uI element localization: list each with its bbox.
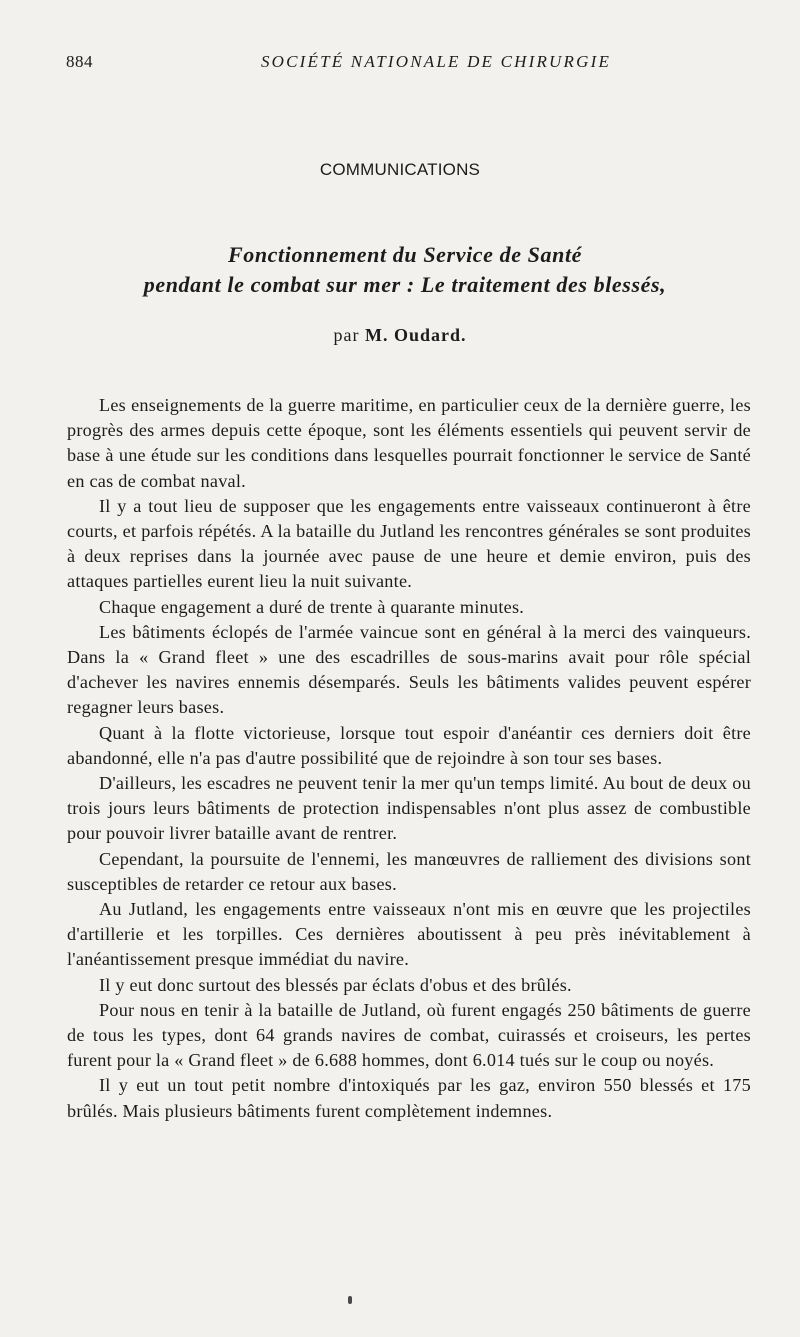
paragraph-7: Cependant, la poursuite de l'ennemi, les manœuvres de ralliement des divisions sont susceptibles de retarder ce retour aux bases. [67, 848, 751, 894]
paragraph-6: D'ailleurs, les escadres ne peuvent tenir la mer qu'un temps limité. Au bout de deux ou trois jours leurs bâtiments de protection indispensables n'ont plus assez de combustible pour pouvoir livrer bataille avant de rentrer. [67, 773, 751, 844]
page-number: 884 [66, 52, 93, 71]
paragraph-8: Au Jutland, les engagements entre vaisseaux n'ont mis en œuvre que les projectiles d'artillerie et les torpilles. Ces dernières aboutissent à peu près inévitablement à l'anéantissement presque immédiat du navire. [67, 899, 751, 970]
byline [0, 325, 800, 346]
ink-speck [348, 1296, 352, 1304]
article-title-line-2: pendant le combat sur mer : Le traitement des blessés, [143, 272, 667, 297]
paragraph-2: Il y a tout lieu de supposer que les engagements entre vaisseaux continueront à être courts, et parfois répétés. A la bataille du Jutland les rencontres générales se sont produites à deux reprises dans la journée avec pause de une heure et demie environ, puis des attaques partielles eurent lieu la nuit suivante. [67, 495, 751, 592]
article-body [67, 393, 751, 1124]
paragraph-10: Pour nous en tenir à la bataille de Jutland, où furent engagés 250 bâtiments de guerre de tous les types, dont 64 grands navires de combat, cuirassés et croiseurs, les pertes furent pour la « Grand fleet » de 6.688 hommes, dont 6.014 tués sur le coup ou noyés. [67, 999, 751, 1071]
paragraph-3: Chaque engagement a duré de trente à quarante minutes. [99, 596, 525, 617]
author-name: M. Oudard. [364, 325, 467, 345]
paragraph-4: Les bâtiments éclopés de l'armée vaincue sont en général à la merci des vainqueurs. Dans la « Grand fleet » une des escadrilles de sous-marins avait pour rôle spécial d'achever les navires ennemis désemparés. Seuls les bâtiments valides peuvent espérer regagner leurs bases. [67, 621, 751, 718]
article-title-line-1: Fonctionnement du Service de Santé [227, 242, 583, 267]
section-title: COMMUNICATIONS [319, 160, 481, 179]
paragraph-11: Il y eut un tout petit nombre d'intoxiqués par les gaz, environ 550 blessés et 175 brûlés. Mais plusieurs bâtiments furent complètement indemnes. [67, 1075, 751, 1121]
paragraph-9: Il y eut donc surtout des blessés par éclats d'obus et des brûlés. [99, 974, 572, 995]
journal-title: SOCIÉTÉ NATIONALE DE CHIRURGIE [260, 52, 612, 71]
byline-prefix: par [333, 325, 360, 345]
paragraph-5: Quant à la flotte victorieuse, lorsque tout espoir d'anéantir ces derniers doit être abandonné, elle n'a pas d'autre possibilité que de rejoindre à son tour ses bases. [67, 722, 751, 768]
paragraph-1: Les enseignements de la guerre maritime, en particulier ceux de la dernière guerre, les progrès des armes depuis cette époque, sont les éléments essentiels qui peuvent servir de base à une étude sur les conditions dans lesquelles pourrait fonctionner le service de Santé en cas de combat naval. [67, 395, 751, 491]
article-title [40, 240, 770, 300]
running-head [66, 52, 746, 74]
